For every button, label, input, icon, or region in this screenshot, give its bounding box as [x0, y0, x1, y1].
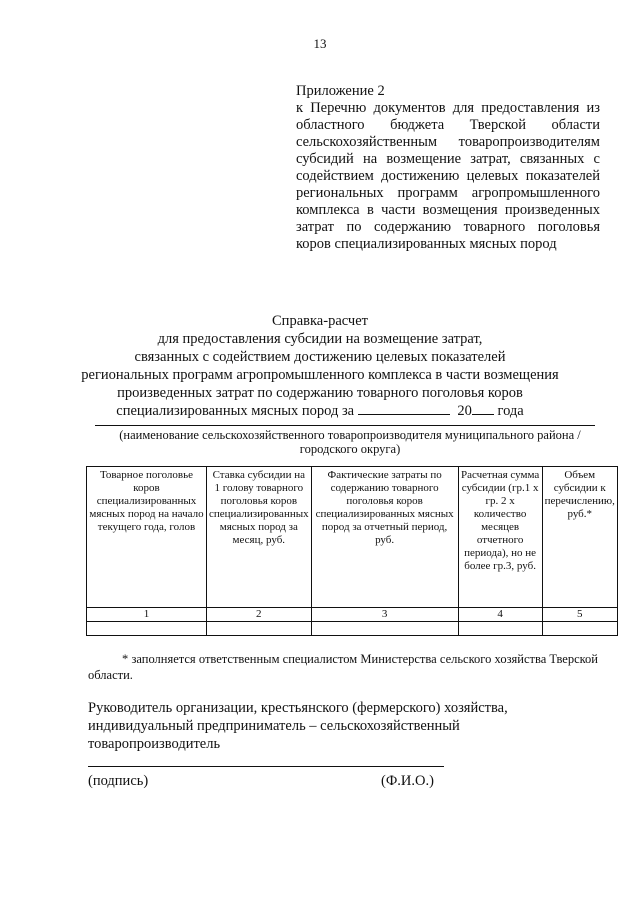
period-label: специализированных мясных пород за — [116, 403, 355, 419]
footnote — [88, 651, 598, 683]
table-header-row — [87, 467, 618, 608]
year-blank[interactable] — [472, 402, 494, 415]
signer-line-3: товаропроизводитель — [88, 736, 221, 752]
signer-line-1: Руководитель организации, крестьянского (фермерского) хозяйства, — [88, 700, 508, 716]
appendix-block — [296, 83, 600, 253]
column-number-row — [87, 608, 618, 622]
signer-line-2: индивидуальный предприниматель – сельскохозяйственный — [88, 718, 460, 734]
header-cell-1: Товарное поголовье коров специализированных мясных пород на начало текущего года, голов — [87, 467, 207, 608]
header-cell-5: Объем субсидии к перечислению, руб.* — [542, 467, 617, 608]
signature-line[interactable] — [88, 766, 444, 767]
column-number: 4 — [458, 608, 542, 622]
column-number: 3 — [311, 608, 458, 622]
period-blank[interactable] — [358, 402, 450, 415]
signer-block — [88, 699, 588, 753]
document-subtitle — [60, 330, 580, 420]
subtitle-line-5 — [60, 402, 580, 420]
column-number: 2 — [207, 608, 312, 622]
header-cell-3: Фактические затраты по содержанию товарного поголовья коров специализированных мясных пород за отчетный период, руб. — [311, 467, 458, 608]
year-prefix: 20 — [457, 403, 472, 419]
appendix-title: Приложение 2 — [296, 83, 385, 99]
document-title: Справка-расчет — [272, 313, 368, 329]
column-number: 1 — [87, 608, 207, 622]
data-cell[interactable] — [207, 622, 312, 636]
subtitle-line-3: региональных программ агропромышленного комплекса в части возмещения — [81, 367, 559, 383]
data-cell[interactable] — [458, 622, 542, 636]
header-cell-2: Ставка субсидии на 1 голову товарного поголовья коров специализированных мясных пород за месяц, руб. — [207, 467, 312, 608]
organization-name-line[interactable] — [95, 425, 595, 426]
column-number: 5 — [542, 608, 617, 622]
calculation-table — [86, 466, 618, 636]
signature-label: (подпись) — [88, 773, 149, 789]
full-name-label: (Ф.И.О.) — [381, 773, 434, 789]
organization-caption: (наименование сельскохозяйственного товаропроизводителя муниципального района / городского округа) — [119, 428, 581, 456]
header-cell-4: Расчетная сумма субсидии (гр.1 x гр. 2 x количество месяцев отчетного периода), но не более гр.3, руб. — [458, 467, 542, 608]
data-cell[interactable] — [311, 622, 458, 636]
page-number: 13 — [313, 36, 327, 51]
subtitle-line-2: связанных с содействием достижению целевых показателей — [134, 349, 506, 365]
data-row — [87, 622, 618, 636]
data-cell[interactable] — [87, 622, 207, 636]
appendix-text: к Перечню документов для предоставления из областного бюджета Тверской области сельскохозяйственным товаропроизводителям субсидий на возмещение затрат, связанных с содействием достижению целевых показателей региональных программ агропромышленного комплекса в части возмещения произведенных затрат по содержанию товарного поголовья коров специализированных мясных пород — [296, 100, 600, 252]
year-suffix: года — [497, 403, 524, 419]
subtitle-line-4: произведенных затрат по содержанию товарного поголовья коров — [117, 385, 523, 401]
footnote-text: * заполняется ответственным специалистом Министерства сельского хозяйства Тверской области. — [88, 652, 598, 682]
subtitle-line-1: для предоставления субсидии на возмещение затрат, — [157, 331, 483, 347]
data-cell[interactable] — [542, 622, 617, 636]
